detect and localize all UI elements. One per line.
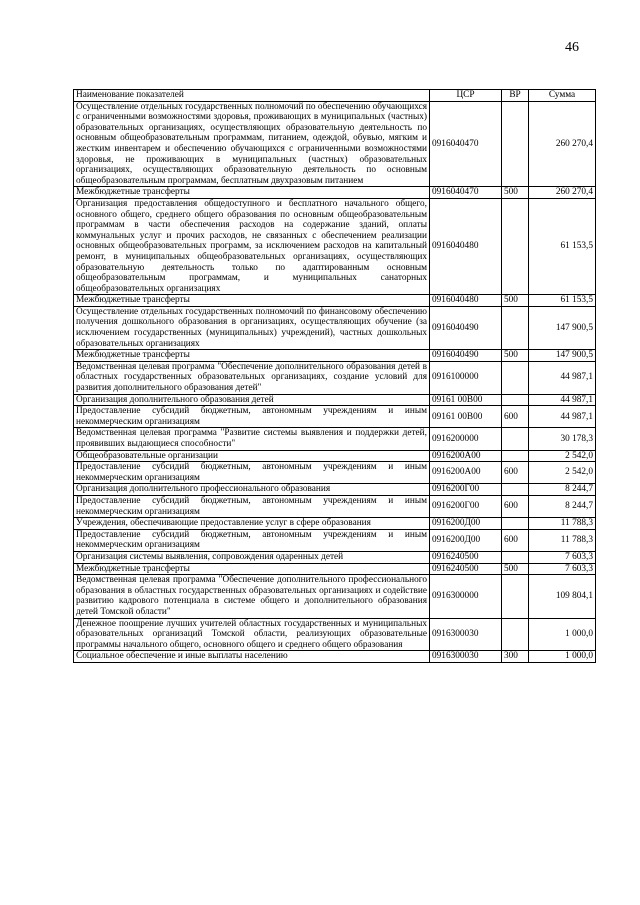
csr-cell: 0916300000 — [430, 575, 502, 618]
name-cell: Межбюджетные трансферты — [74, 187, 430, 199]
sum-cell: 11 788,3 — [529, 529, 596, 551]
table-row — [74, 462, 596, 484]
table-row — [74, 187, 596, 199]
header-vr: ВР — [502, 90, 529, 102]
csr-cell: 0916040480 — [430, 198, 502, 294]
table-row — [74, 350, 596, 362]
sum-cell: 11 788,3 — [529, 518, 596, 530]
sum-cell: 7 603,3 — [529, 563, 596, 575]
name-cell: Ведомственная целевая программа "Обеспечение дополнительного образования детей в областных государственных образовательных организациях, создание условий для развития дополнительного образования детей" — [74, 361, 430, 394]
table-row — [74, 198, 596, 294]
vr-cell — [502, 361, 529, 394]
header-csr: ЦСР — [430, 90, 502, 102]
table-row — [74, 575, 596, 618]
name-cell: Предоставление субсидий бюджетным, автономным учреждениям и иным некоммерческим организациям — [74, 495, 430, 517]
name-cell: Осуществление отдельных государственных полномочий по финансовому обеспечению получения дошкольного образования в организациях, осуществляющих обучение (за исключением государственных (муниципальных) учреждений), частных дошкольных образовательных организациях — [74, 306, 430, 349]
csr-cell: 0916200А00 — [430, 462, 502, 484]
sum-cell: 2 542,0 — [529, 462, 596, 484]
vr-cell — [502, 484, 529, 496]
name-cell: Денежное поощрение лучших учителей областных государственных и муниципальных образовательных организаций Томской области, реализующих образовательные программы начального общего, основного общего и среднего общего образования — [74, 618, 430, 651]
csr-cell: 09161 00В00 — [430, 394, 502, 406]
csr-cell: 0916300030 — [430, 618, 502, 651]
csr-cell: 0916200Г00 — [430, 484, 502, 496]
table-row — [74, 394, 596, 406]
vr-cell: 500 — [502, 187, 529, 199]
table-row — [74, 295, 596, 307]
name-cell: Межбюджетные трансферты — [74, 350, 430, 362]
name-cell: Осуществление отдельных государственных полномочий по обеспечению обучающихся с ограниченными возможностями здоровья, проживающих в муниципальных (частных) образовательных организациях, осуществляющих образовательную деятельность по основным общеобразовательным программам, питанием, одеждой, обувью, мягким и жестким инвентарем и обеспечению обучающихся с ограниченными возможностями здоровья, не проживающих в муниципальных (частных) образовательных организациях, осуществляющих образовательную деятельность по основным общеобразовательным программам, бесплатным двухразовым питанием — [74, 101, 430, 187]
table-row — [74, 450, 596, 462]
vr-cell — [502, 306, 529, 349]
budget-table — [73, 89, 596, 663]
sum-cell: 2 542,0 — [529, 450, 596, 462]
table-row — [74, 563, 596, 575]
page-number: 46 — [565, 40, 579, 55]
csr-cell: 0916200Д00 — [430, 529, 502, 551]
sum-cell: 8 244,7 — [529, 484, 596, 496]
csr-cell: 0916200Д00 — [430, 518, 502, 530]
csr-cell: 0916040470 — [430, 187, 502, 199]
name-cell: Организация дополнительного профессионального образования — [74, 484, 430, 496]
sum-cell: 147 900,5 — [529, 306, 596, 349]
vr-cell: 500 — [502, 563, 529, 575]
sum-cell: 1 000,0 — [529, 651, 596, 663]
csr-cell: 0916040480 — [430, 295, 502, 307]
csr-cell: 0916200Г00 — [430, 495, 502, 517]
vr-cell: 600 — [502, 529, 529, 551]
sum-cell: 44 987,1 — [529, 406, 596, 428]
sum-cell: 44 987,1 — [529, 361, 596, 394]
table-row — [74, 651, 596, 663]
table-row — [74, 101, 596, 187]
name-cell: Организация предоставления общедоступного и бесплатного начального общего, основного общего, среднего общего образования по основным общеобразовательным программам в части обеспечения расходов на содержание зданий, оплаты коммунальных услуг и прочих расходов, не связанных с обеспечением реализации основных общеобразовательных программ, за исключением расходов на капитальный ремонт, в муниципальных общеобразовательных организациях, осуществляющих образовательную деятельность только по адаптированным основным общеобразовательным программам, и муниципальных санаторных общеобразовательных организациях — [74, 198, 430, 294]
sum-cell: 7 603,3 — [529, 551, 596, 563]
header-sum: Сумма — [529, 90, 596, 102]
header-name: Наименование показателей — [74, 90, 430, 102]
table-row — [74, 551, 596, 563]
vr-cell: 500 — [502, 350, 529, 362]
sum-cell: 109 804,1 — [529, 575, 596, 618]
sum-cell: 147 900,5 — [529, 350, 596, 362]
name-cell: Межбюджетные трансферты — [74, 563, 430, 575]
vr-cell — [502, 450, 529, 462]
name-cell: Ведомственная целевая программа "Развитие системы выявления и поддержки детей, проявивших выдающиеся способности" — [74, 428, 430, 450]
vr-cell: 300 — [502, 651, 529, 663]
name-cell: Предоставление субсидий бюджетным, автономным учреждениям и иным некоммерческим организациям — [74, 406, 430, 428]
csr-cell: 0916240500 — [430, 563, 502, 575]
csr-cell: 0916040490 — [430, 350, 502, 362]
table-header-row — [74, 90, 596, 102]
name-cell: Общеобразовательные организации — [74, 450, 430, 462]
sum-cell: 30 178,3 — [529, 428, 596, 450]
sum-cell: 260 270,4 — [529, 187, 596, 199]
sum-cell: 1 000,0 — [529, 618, 596, 651]
csr-cell: 0916200А00 — [430, 450, 502, 462]
name-cell: Организация системы выявления, сопровождения одаренных детей — [74, 551, 430, 563]
name-cell: Межбюджетные трансферты — [74, 295, 430, 307]
name-cell: Учреждения, обеспечивающие предоставление услуг в сфере образования — [74, 518, 430, 530]
vr-cell — [502, 518, 529, 530]
table-row — [74, 306, 596, 349]
csr-cell: 0916040490 — [430, 306, 502, 349]
csr-cell: 09161 00В00 — [430, 406, 502, 428]
sum-cell: 8 244,7 — [529, 495, 596, 517]
csr-cell: 0916100000 — [430, 361, 502, 394]
csr-cell: 0916040470 — [430, 101, 502, 187]
table-row — [74, 618, 596, 651]
vr-cell: 600 — [502, 462, 529, 484]
vr-cell: 600 — [502, 406, 529, 428]
vr-cell — [502, 198, 529, 294]
vr-cell — [502, 101, 529, 187]
vr-cell — [502, 551, 529, 563]
name-cell: Социальное обеспечение и иные выплаты населению — [74, 651, 430, 663]
csr-cell: 0916200000 — [430, 428, 502, 450]
table-row — [74, 406, 596, 428]
sum-cell: 260 270,4 — [529, 101, 596, 187]
vr-cell — [502, 428, 529, 450]
vr-cell: 500 — [502, 295, 529, 307]
table-row — [74, 495, 596, 517]
csr-cell: 0916240500 — [430, 551, 502, 563]
name-cell: Организация дополнительного образования детей — [74, 394, 430, 406]
sum-cell: 61 153,5 — [529, 198, 596, 294]
sum-cell: 44 987,1 — [529, 394, 596, 406]
name-cell: Предоставление субсидий бюджетным, автономным учреждениям и иным некоммерческим организациям — [74, 529, 430, 551]
table-row — [74, 428, 596, 450]
vr-cell: 600 — [502, 495, 529, 517]
name-cell: Предоставление субсидий бюджетным, автономным учреждениям и иным некоммерческим организациям — [74, 462, 430, 484]
table-body — [74, 101, 596, 662]
name-cell: Ведомственная целевая программа "Обеспечение дополнительного профессионального образования в областных государственных образовательных организациях и содействие развитию кадрового потенциала в системе общего и дополнительного образования детей Томской области" — [74, 575, 430, 618]
csr-cell: 0916300030 — [430, 651, 502, 663]
sum-cell: 61 153,5 — [529, 295, 596, 307]
table-row — [74, 518, 596, 530]
table-row — [74, 361, 596, 394]
vr-cell — [502, 618, 529, 651]
table-row — [74, 484, 596, 496]
vr-cell — [502, 575, 529, 618]
table-row — [74, 529, 596, 551]
vr-cell — [502, 394, 529, 406]
